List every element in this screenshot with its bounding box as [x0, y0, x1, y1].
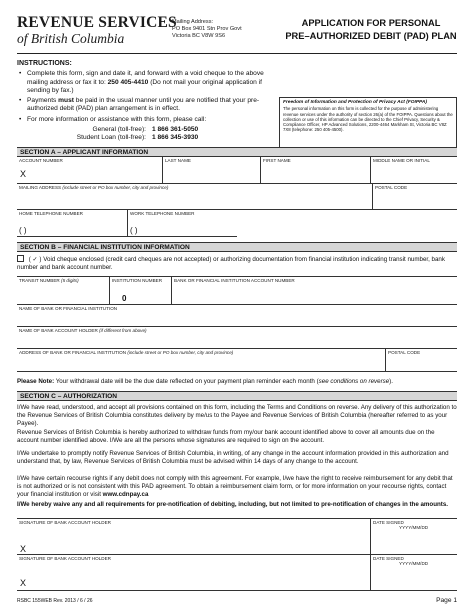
middle-name-field[interactable] — [370, 157, 457, 184]
last-name-label: LAST NAME — [165, 158, 191, 163]
instructions — [17, 60, 272, 143]
bank-name-label: NAME OF BANK OR FINANCIAL INSTITUTION — [19, 306, 118, 311]
instruction-3-text: For more information or assistance with this form, please call: — [27, 115, 207, 123]
section-a-heading: SECTION A – APPLICANT INFORMATION — [17, 147, 457, 157]
waiver-paragraph: I/We hereby waive any and all requirements for pre-notification of debiting, including, but not limited to pre-notification of changes in the amounts. — [17, 501, 448, 508]
withdrawal-note-label: Please Note: — [17, 378, 55, 385]
void-cheque-row — [17, 255, 457, 272]
bank-name-field[interactable] — [17, 305, 457, 327]
form-title — [282, 17, 460, 43]
home-phone-label: HOME TELEPHONE NUMBER — [19, 211, 83, 216]
home-phone-area-code: ( ) — [19, 226, 27, 235]
account-holder-name-label: NAME OF BANK ACCOUNT HOLDER — [19, 328, 98, 333]
account-x-mark: X — [20, 169, 27, 179]
general-phone-number: 1 866 361-5050 — [152, 126, 199, 134]
withdrawal-note-text: Your withdrawal date will be the due date reflected on your payment plan reminder each month ( — [55, 378, 319, 385]
institution-prefill-digit: 0 — [122, 294, 127, 303]
instructions-heading: INSTRUCTIONS: — [17, 60, 72, 67]
void-cheque-checkbox[interactable] — [17, 255, 24, 262]
student-phone-label: Student Loan (toll-free): — [76, 134, 146, 142]
withdrawal-note-ref: see conditions on reverse — [318, 378, 390, 385]
date-signed-1-label: DATE SIGNED — [373, 520, 404, 525]
transit-number-label: TRANSIT NUMBER — [19, 278, 60, 283]
signature-1-x-mark: X — [20, 544, 27, 554]
section-c-heading: SECTION C – AUTHORIZATION — [17, 391, 457, 401]
void-cheque-text: Void cheque enclosed (credit card cheques are not accepted) or authorizing documentation from financial institution indicating transit number, bank number and bank account number. — [17, 256, 445, 271]
page-footer — [17, 597, 457, 604]
authorization-paragraph-3: I/We undertake to promptly notify Revenue Services of British Columbia, in writing, of any change in the account information provided in this authorization and understand that, by law, Revenue Services of British Columbia must be advised within 14 days of any change to the account. — [17, 450, 449, 465]
transit-number-field[interactable] — [17, 277, 109, 305]
work-phone-label: WORK TELEPHONE NUMBER — [130, 211, 195, 216]
fippa-notice — [279, 97, 457, 151]
page-number: Page 1 — [436, 597, 457, 604]
bank-address-field[interactable] — [17, 349, 385, 372]
instruction-1-note: (Do not mail your original application if sending by fax.) — [27, 78, 262, 94]
institution-number-label: INSTITUTION NUMBER — [112, 278, 163, 283]
mailing-address-field-note: (include street or PO box number, city and province) — [62, 185, 169, 190]
fax-number: 250 405-4410 — [107, 78, 149, 86]
account-number-field[interactable] — [17, 157, 162, 184]
logo-line-1: REVENUE SERVICES — [17, 14, 177, 31]
date-signed-2-label: DATE SIGNED — [373, 556, 404, 561]
header-rule — [17, 53, 457, 54]
work-phone-area-code: ( ) — [130, 226, 138, 235]
form-id: RSBC 155WEB Rev. 2013 / 6 / 26 — [17, 598, 93, 604]
authorization-paragraph-4 — [17, 475, 457, 498]
signature-2-label: SIGNATURE OF BANK ACCOUNT HOLDER — [19, 556, 111, 561]
cdnpay-link[interactable]: www.cdnpay.ca — [102, 490, 149, 498]
mailing-address-block — [172, 19, 242, 40]
signature-1-label: SIGNATURE OF BANK ACCOUNT HOLDER — [19, 520, 111, 525]
postal-code-label: POSTAL CODE — [375, 185, 408, 190]
postal-code-field[interactable] — [372, 184, 457, 210]
section-b-heading: SECTION B – FINANCIAL INSTITUTION INFORMATION — [17, 242, 457, 252]
student-phone-number: 1 866 345-3930 — [152, 134, 199, 142]
withdrawal-note — [17, 378, 457, 386]
mailing-address-label: Mailing Address: — [172, 19, 214, 25]
first-name-label: FIRST NAME — [263, 158, 291, 163]
instruction-2-pre: Payments — [27, 97, 57, 105]
bank-postal-code-field[interactable] — [385, 349, 457, 372]
form-title-line-1: APPLICATION FOR PERSONAL — [301, 18, 441, 28]
transit-number-note: (5 digits) — [61, 278, 79, 283]
withdrawal-note-end: ). — [389, 378, 393, 385]
bank-address-label: ADDRESS OF BANK OR FINANCIAL INSTITUTION — [19, 350, 127, 355]
form-title-line-2: PRE–AUTHORIZED DEBIT (PAD) PLAN — [285, 31, 457, 41]
recourse-rights-text: I/We have certain recourse rights if any debit does not comply with this agreement. For example, I/we have the right to receive reimbursement for any debit that is not authorized or is not consistent with this PAD agreement. To obtain a reimbursement claim form, or for more information on your recourse rights, contact your financial institution or visit — [17, 475, 453, 498]
home-phone-field[interactable] — [17, 210, 127, 237]
bank-address-note: (include street or PO box number, city and province) — [127, 350, 234, 355]
bank-account-number-field[interactable] — [171, 277, 457, 305]
fippa-heading: Freedom of Information and Protection of Privacy Act (FOIPPA) — [283, 100, 427, 105]
instruction-bullet-3 — [17, 116, 272, 124]
signature-2-x-mark: X — [20, 578, 27, 588]
signature-2-field[interactable] — [17, 555, 370, 591]
account-holder-name-note: (if different from above) — [99, 328, 147, 333]
instruction-bullet-1 — [17, 70, 272, 95]
date-signed-2-field[interactable] — [370, 555, 457, 591]
institution-number-field[interactable] — [109, 277, 171, 305]
authorization-paragraph-2: Revenue Services of British Columbia is hereby authorized to withdraw funds from my/our bank account identified above to cover all amounts due on the account number identified above. I/We are all the persons whose signatures are required to sign on the account. — [17, 429, 435, 444]
mailing-address-field[interactable] — [17, 184, 372, 210]
bank-postal-code-label: POSTAL CODE — [388, 350, 421, 355]
logo-line-2: of British Columbia — [17, 31, 125, 46]
mailing-address-line-1: PO Box 9401 Stn Prov Govt — [172, 26, 242, 32]
fippa-body: The personal information on this form is collected for the purpose of administering revenue services under the authority of section 26(a) of the FOIPPA. Questions about the collection or use of this information can be directed to the Chief Privacy, Security & Compliance Officer, HP Advanced Solutions, 2200-4464 Markham St, Victoria BC V8Z 7X8 (telephone: 250 405-4500). — [283, 106, 453, 133]
date-signed-2-format: YYYY/MM/DD — [399, 561, 429, 566]
mailing-address-line-2: Victoria BC V8W 9S6 — [172, 33, 226, 39]
authorization-paragraph-1: I/We have read, understood, and accept all provisions contained on this form, including the Terms and Conditions on reverse. Any delivery of this authorization to the Revenue Services of British Columbia constitutes delivery by me/us to the Payee and Revenue Services of British Columbia (hereafter referred to as your Payee). — [17, 404, 457, 427]
void-cheque-checkmark: ( ✓ ) — [28, 256, 42, 263]
instruction-2-post: be paid in the usual manner until you are notified that your pre-authorized debit (PAD) plan arrangement is in effect. — [27, 97, 260, 113]
account-number-label: ACCOUNT NUMBER — [19, 158, 63, 163]
work-phone-field[interactable] — [127, 210, 237, 237]
general-phone-row — [17, 126, 272, 134]
general-phone-label: General (toll-free): — [92, 126, 146, 134]
revenue-services-logo — [17, 14, 177, 47]
date-signed-1-field[interactable] — [370, 519, 457, 555]
instruction-bullet-2 — [17, 97, 272, 114]
mailing-address-field-label: MAILING ADDRESS — [19, 185, 62, 190]
signature-1-field[interactable] — [17, 519, 370, 555]
instruction-1-text: Complete this form, sign and date it, and forward with a void cheque to the above mailing address or fax it to: — [27, 70, 264, 86]
date-signed-1-format: YYYY/MM/DD — [399, 525, 429, 530]
first-name-field[interactable] — [260, 157, 370, 184]
student-phone-row — [17, 134, 272, 142]
instruction-2-must: must — [58, 97, 74, 105]
bank-account-number-label: BANK OR FINANCIAL INSTITUTION ACCOUNT NUMBER — [174, 278, 295, 283]
last-name-field[interactable] — [162, 157, 260, 184]
account-holder-name-field[interactable] — [17, 327, 457, 349]
middle-name-label: MIDDLE NAME OR INITIAL — [373, 158, 430, 163]
